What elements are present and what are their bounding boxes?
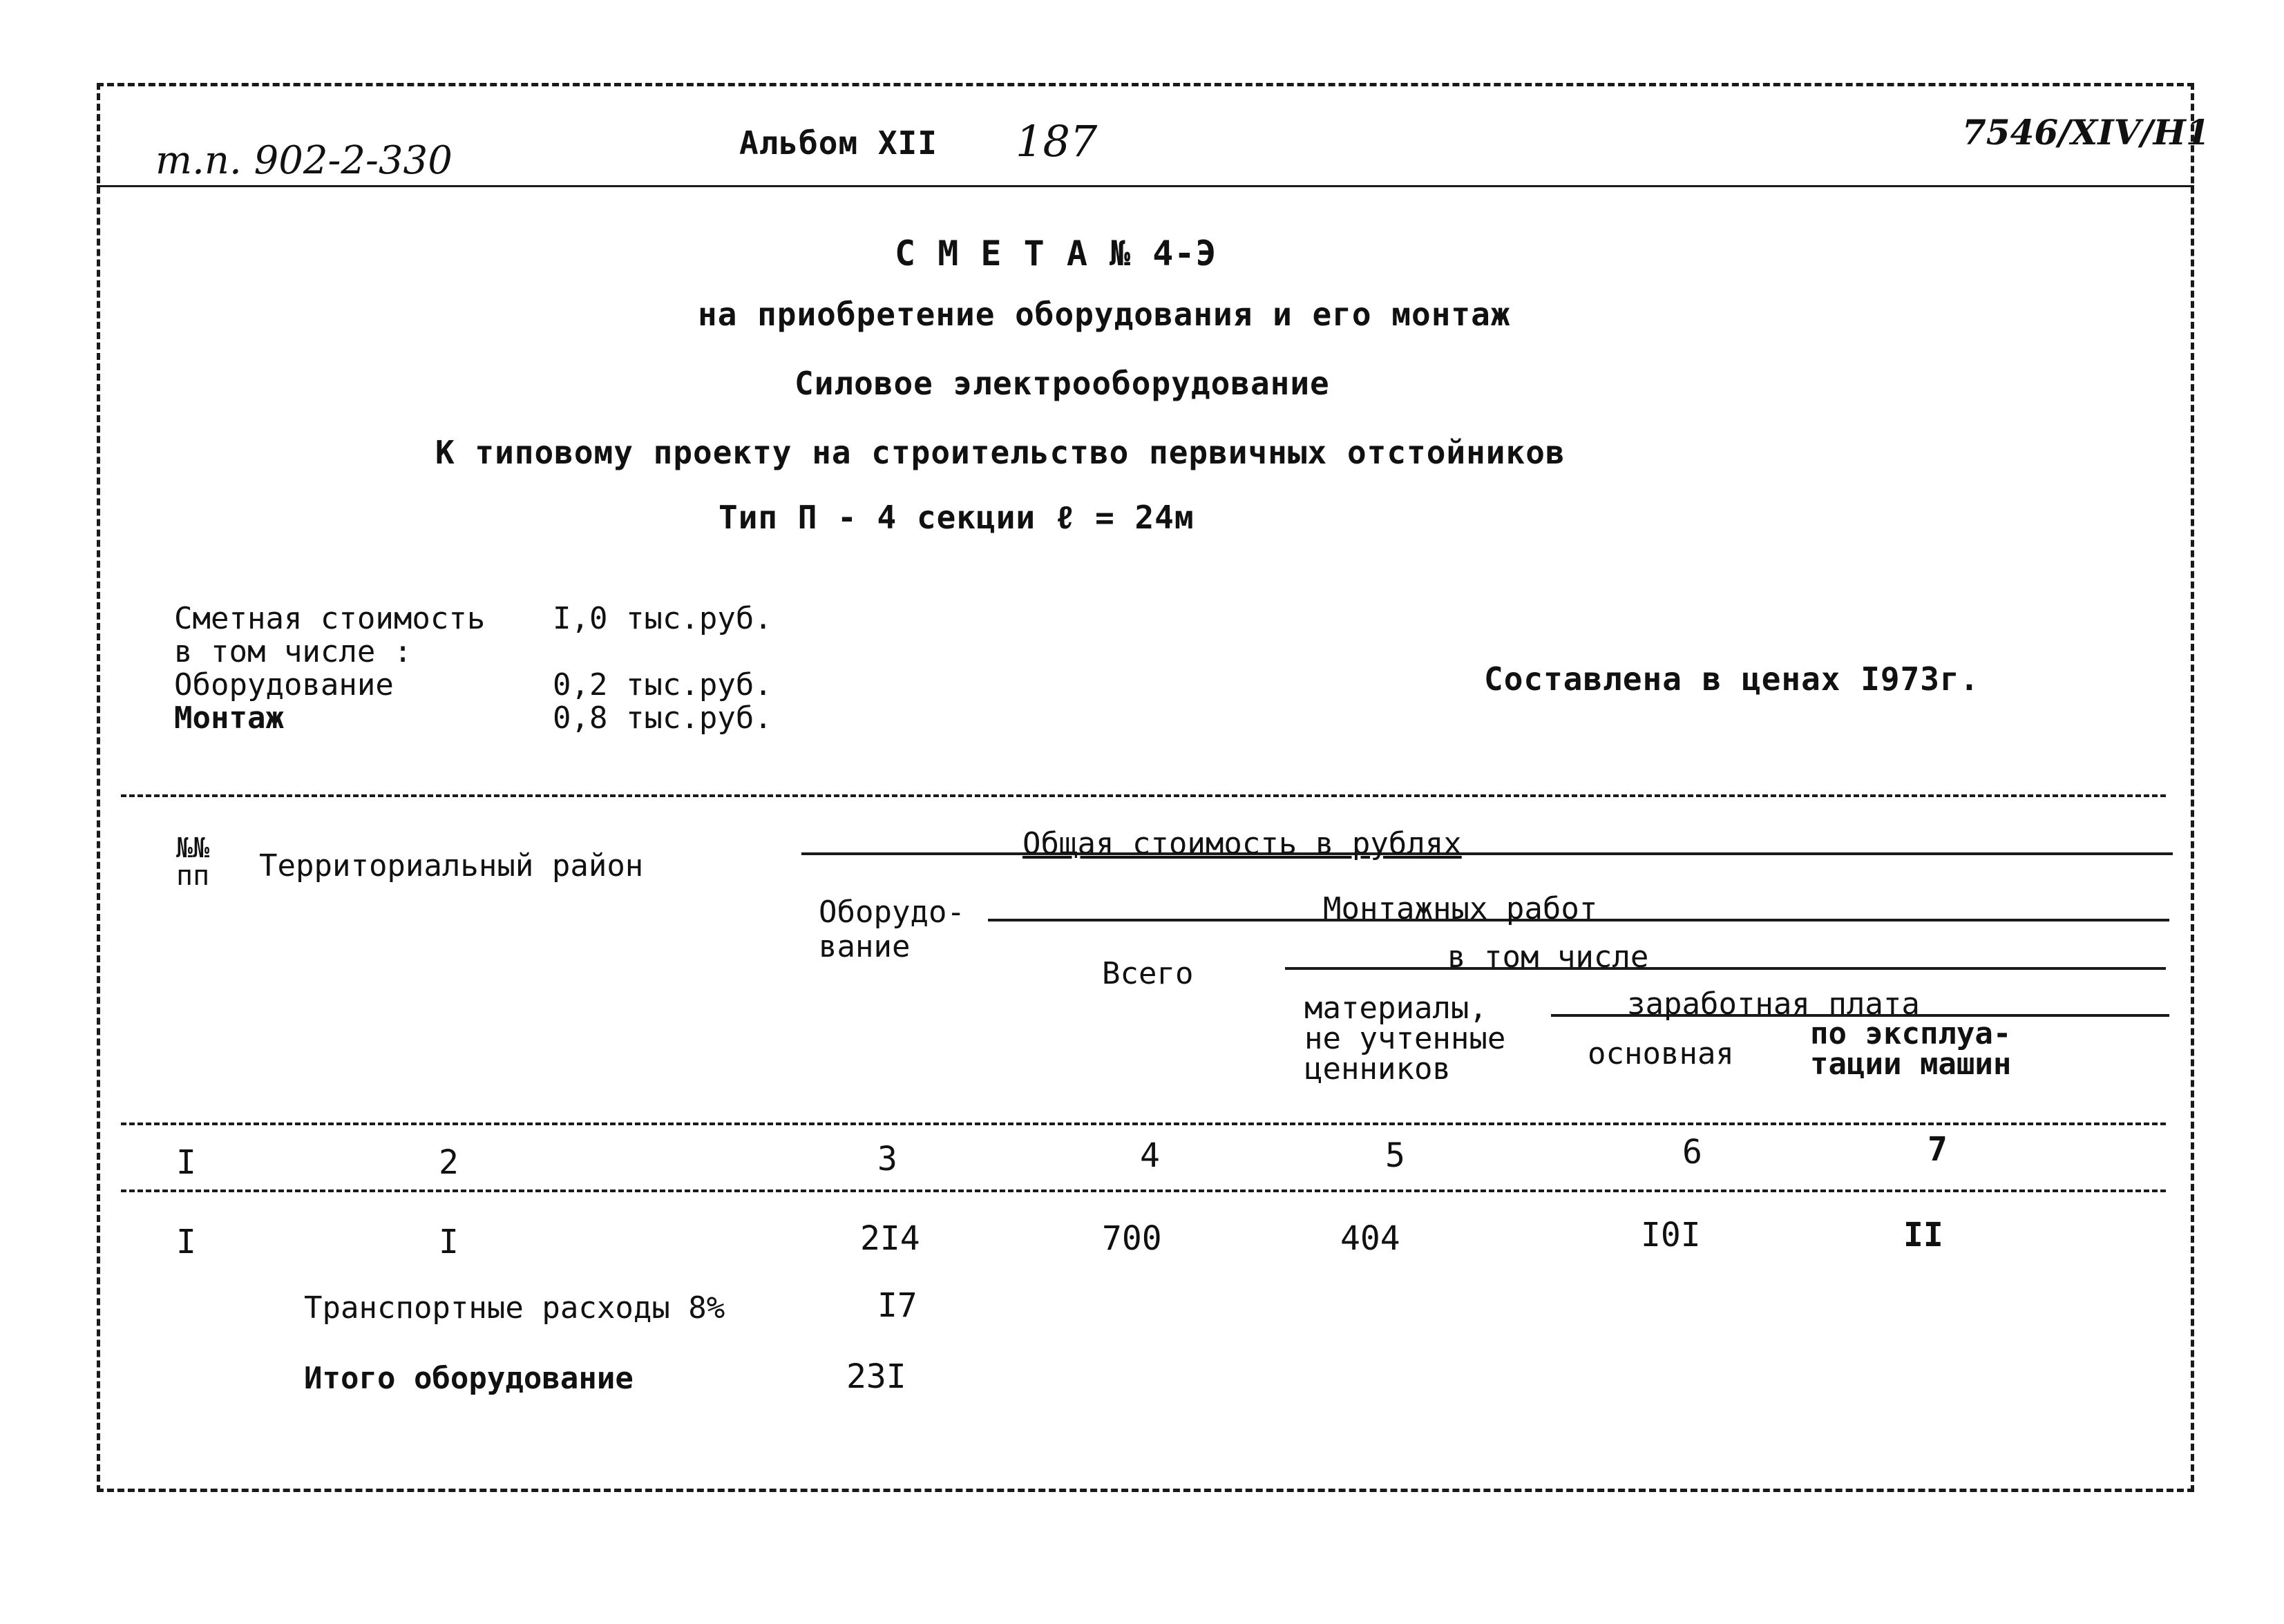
equipment-type: Силовое электрооборудование: [794, 365, 1330, 402]
page-frame: [97, 83, 2194, 1492]
col-wages-machines-header: по эксплуа- тации машин: [1810, 1016, 2012, 1082]
equipment-total-value: 23I: [846, 1357, 906, 1396]
row-nn: I: [176, 1223, 196, 1261]
page-number: 187: [1016, 116, 1098, 166]
row-total: 700: [1102, 1219, 1162, 1258]
equipment-value: 0,2 тыс.руб.: [553, 667, 772, 703]
estimated-cost-value: I,0 тыс.руб.: [553, 601, 772, 636]
col-including-header: в том числе: [1447, 939, 1649, 975]
row-wages-basic: I0I: [1641, 1216, 1701, 1254]
col-number-5: 5: [1385, 1136, 1405, 1175]
col-total-cost-header: Общая стоимость в рублях: [1022, 826, 1462, 861]
estimate-heading: С М Е Т А № 4-Э: [895, 233, 1217, 274]
col-nn-header: №№ пп: [176, 832, 210, 892]
total-cost-rule: [801, 852, 2173, 855]
inventory-code: 7546/XIV/H1: [1962, 112, 2210, 153]
transport-value: I7: [877, 1286, 917, 1325]
including-rule: [1285, 967, 2166, 970]
project-type: Тип П - 4 секции ℓ = 24м: [718, 499, 1195, 536]
estimated-cost-label: Сметная стоимость: [174, 601, 486, 636]
col-wages-header: заработная плата: [1627, 986, 1920, 1022]
header-divider: [97, 185, 2194, 187]
transport-label: Транспортные расходы 8%: [304, 1290, 725, 1326]
row-region: I: [439, 1223, 459, 1261]
installation-value: 0,8 тыс.руб.: [553, 700, 772, 736]
col-number-4: 4: [1140, 1136, 1160, 1175]
col-number-3: 3: [877, 1140, 897, 1178]
equipment-label: Оборудование: [174, 667, 394, 703]
project-code: т.п. 902-2-330: [155, 138, 453, 183]
project-description: К типовому проекту на строительство первичных отстойников: [435, 434, 1566, 471]
col-equipment-header: Оборудо- вание: [819, 895, 965, 964]
col-number-2: 2: [439, 1143, 459, 1182]
prices-note: Составлена в ценах I973г.: [1484, 660, 1980, 698]
album-label: Альбом XII: [739, 124, 938, 162]
col-region-header: Территориальный район: [259, 848, 644, 883]
row-equipment: 2I4: [860, 1219, 920, 1258]
including-label: в том числе :: [174, 634, 412, 669]
col-wages-basic-header: основная: [1588, 1036, 1734, 1071]
col-materials-header: материалы, не учтенные ценников: [1304, 991, 1506, 1087]
row-materials: 404: [1340, 1219, 1400, 1258]
col-number-1: I: [176, 1143, 196, 1182]
column-numbers-rule: [121, 1190, 2166, 1192]
col-number-6: 6: [1682, 1133, 1702, 1172]
header-bottom-rule: [121, 1123, 2166, 1125]
table-top-rule: [121, 794, 2166, 797]
estimate-subtitle: на приобретение оборудования и его монтаж: [698, 296, 1511, 333]
col-installation-header: Монтажных работ: [1323, 891, 1598, 926]
col-number-7: 7: [1928, 1130, 1948, 1169]
row-wages-machines: II: [1903, 1216, 1943, 1254]
equipment-total-label: Итого оборудование: [304, 1361, 634, 1396]
col-total-header: Всего: [1102, 956, 1194, 991]
installation-label: Монтаж: [174, 700, 284, 736]
